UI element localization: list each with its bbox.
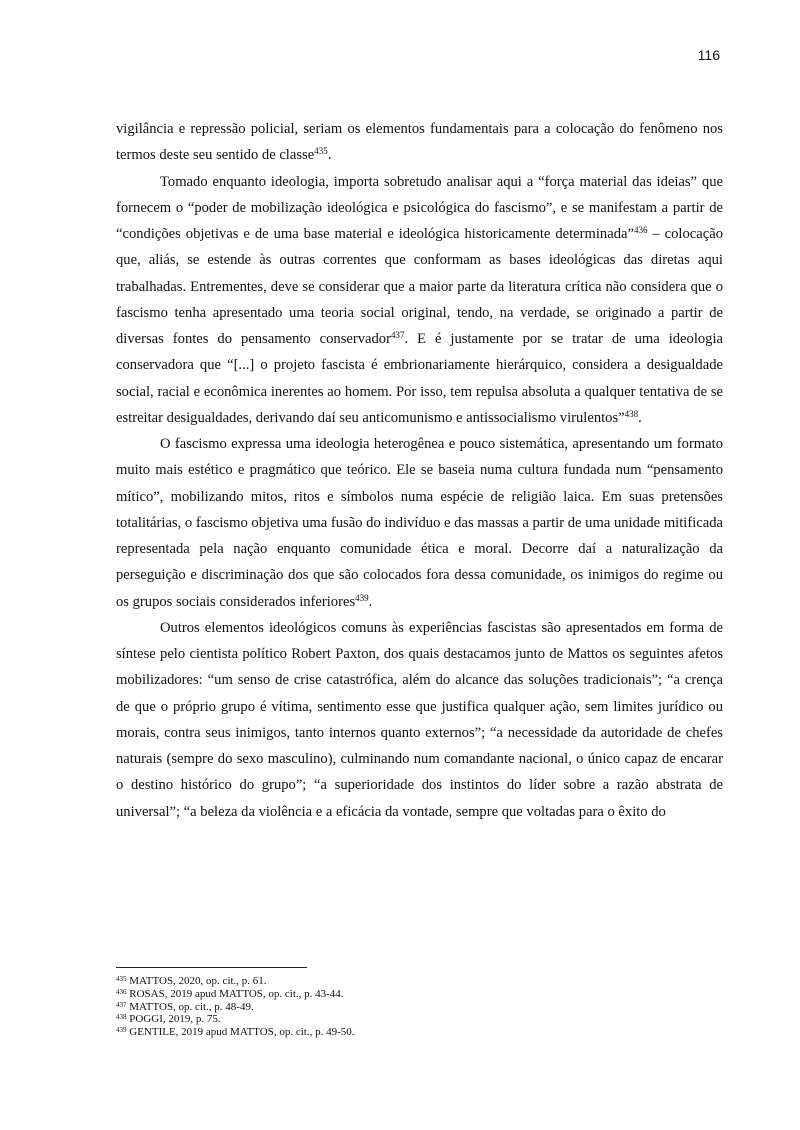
footnote-436 xyxy=(116,988,723,1001)
body-text xyxy=(116,116,723,825)
paragraph-text: . xyxy=(368,593,373,610)
footnote-number: 439 xyxy=(116,1026,127,1035)
paragraph-3 xyxy=(116,431,723,615)
footnote-ref-438: 438 xyxy=(624,408,639,419)
footnotes xyxy=(116,975,723,1039)
paragraph-text: . E é justamente por se tratar de uma ideologia conservadora que “[...] o projeto fascista é embrionariamente hierárquico, considera a desigualdade social, racial e econômica inerentes ao homem. Por isso, tem repulsa absoluta a qualquer tentativa de se estreitar desigualdades, derivando daí seu anticomunismo e antissocialismo virulentos” xyxy=(116,331,723,426)
footnote-number: 436 xyxy=(116,987,127,996)
page-number: 116 xyxy=(697,47,720,63)
paragraph-text: . xyxy=(327,147,332,164)
footnote-text: MATTOS, 2020, op. cit., p. 61. xyxy=(129,975,267,987)
paragraph-4 xyxy=(116,615,723,825)
footnote-438 xyxy=(116,1013,723,1026)
paragraph-2 xyxy=(116,169,723,432)
paragraph-text: vigilância e repressão policial, seriam os elementos fundamentais para a colocação do fenômeno nos termos deste seu sentido de classe xyxy=(116,121,723,164)
footnote-437 xyxy=(116,1001,723,1014)
footnote-ref-436: 436 xyxy=(633,225,648,235)
paragraph-text: – colocação que, aliás, se estende às outras correntes que conformam as bases ideológicas das diretas aqui trabalhadas. Entrementes, deve se considerar que a maior parte da literatura crítica não considera que o fascismo tenha apresentado uma teoria social original, tendo, na verdade, se originado a partir de diversas fontes do pensamento conservador xyxy=(116,226,723,347)
paragraph-text: Tomado enquanto ideologia, importa sobretudo analisar aqui a “força material das ideias” que fornecem o “poder de mobilização ideológica e psicológica do fascismo”, e se manifestam a partir de “condições objetivas e de uma base material e ideológica historicamente determinada” xyxy=(116,173,723,242)
footnote-ref-437: 437 xyxy=(390,330,405,340)
paragraph-text: O fascismo expressa uma ideologia heterogênea e pouco sistemática, apresentando um formato muito mais estético e pragmático que teórico. Ele se baseia numa cultura fundada num “pensamento mítico”, mobilizando mitos, ritos e símbolos numa espécie de religião laica. Em suas pretensões totalitárias, o fascismo objetiva uma fusão do indivíduo e das massas a partir de uma unidade mitificada representada pela nação enquanto comunidade ética e moral. Decorre daí a naturalização da perseguição e discriminação dos que são colocados fora dessa comunidade, os inimigos do regime ou os grupos sociais considerados inferiores xyxy=(116,436,723,610)
paragraph-text: . xyxy=(638,409,642,426)
footnote-number: 435 xyxy=(116,975,127,983)
footnote-text: ROSAS, 2019 apud MATTOS, op. cit., p. 43-44. xyxy=(129,987,344,1000)
footnote-ref-439: 439 xyxy=(355,592,369,603)
footnote-separator xyxy=(116,967,307,968)
paragraph-text: Outros elementos ideológicos comuns às experiências fascistas são apresentados em forma de síntese pelo cientista político Robert Paxton, dos quais destacamos junto de Mattos os seguintes afetos mobilizadores: “um senso de crise catastrófica, além do alcance das soluções tradicionais”; “a crença de que o próprio grupo é vítima, sentimento esse que justifica qualquer ação, sem limites jurídico ou morais, contra seus inimigos, tanto internos quanto externos”; “a necessidade da autoridade de chefes naturais (sempre do sexo masculino), culminando num comandante nacional, o único capaz de encarar o destino histórico do grupo”; “a superioridade dos instintos do líder sobre a razão abstrata de universal”; “a beleza da violência e a eficácia da vontade, sempre que voltadas para o êxito do xyxy=(116,619,723,820)
footnote-ref-435: 435 xyxy=(314,146,328,157)
footnote-number: 438 xyxy=(116,1013,127,1022)
footnote-text: GENTILE, 2019 apud MATTOS, op. cit., p. 49-50. xyxy=(129,1026,355,1039)
paragraph-1 xyxy=(116,116,723,169)
footnote-text: MATTOS, op. cit., p. 48-49. xyxy=(129,1000,254,1013)
footnote-number: 437 xyxy=(116,1000,127,1009)
footnote-text: POGGI, 2019, p. 75. xyxy=(129,1013,221,1026)
footnote-435 xyxy=(116,975,723,988)
footnote-439 xyxy=(116,1026,723,1039)
